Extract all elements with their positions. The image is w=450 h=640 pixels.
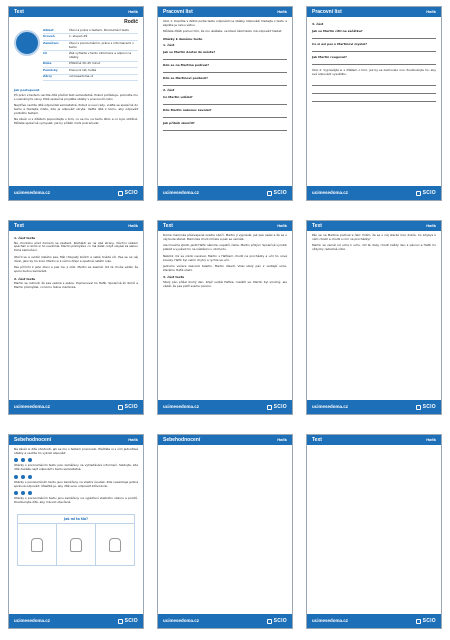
meta-value: Žák vyhledá v textu informace a odpoví na otázky (69, 51, 132, 59)
meta-table (43, 28, 138, 81)
answer-line[interactable] (163, 99, 287, 105)
dot-icon (28, 491, 32, 495)
scio-mark-icon (267, 191, 272, 196)
page-header (9, 435, 143, 445)
paragraph: Pes přičichl k jeho dlani a pak mu ji olízl. Martin se zasmál. Od té chvíle věděl, že spolu budou kamarádi. (14, 265, 138, 274)
scio-logo (416, 404, 436, 411)
section-heading: Otázky k danému textu (163, 36, 203, 41)
hand-icon (31, 538, 43, 552)
meta-key: Oblast (43, 27, 54, 32)
scio-mark-icon (267, 619, 272, 624)
dot-icon (21, 458, 25, 462)
meta-key: Doba (43, 61, 52, 66)
answer-line[interactable] (312, 59, 436, 65)
question: Jak Martin reagoval? (312, 55, 347, 60)
header-label: Sebehodnocení (163, 436, 201, 443)
paragraph: Na závěr si s dítětem popovídejte o tom, co se mu na textu líbilo a co bylo obtížné. Můžete společně vymyslet, jak by příběh mohl pokračovat. (14, 117, 138, 126)
scio-logo-text: SCIO (124, 189, 138, 196)
scio-logo (416, 618, 436, 625)
header-title: Hafík (277, 223, 287, 229)
paragraph: Pán se na Martina podíval a řekl: Vidím, že se o něj staráš moc dobře. Co kdybys k nám chodil a chodil s ním na procházky? (312, 233, 436, 241)
rating-option[interactable] (96, 524, 134, 566)
page-footer (307, 400, 441, 414)
paragraph: Na závěr si dítě ohodnotí, jak se mu s textem pracovalo. Přečtěte si s ním jednotlivé otázky a nechte ho vybrat odpověď. (14, 447, 138, 455)
paragraph: Při práci s textem nechte dítě přečíst text samostatně. Pokud potřebuje, pomozte mu s neznámými slovy. Poté společně projděte otázky v pracovním listu. (14, 92, 138, 101)
dot-icon (14, 491, 18, 495)
scio-logo (267, 190, 287, 197)
answer-line[interactable] (163, 112, 287, 118)
meta-key: Úroveň (43, 34, 55, 39)
page-footer (158, 186, 292, 200)
meta-key: Zdroj (43, 74, 52, 79)
page-header (307, 435, 441, 445)
header-label: Text (312, 222, 322, 229)
hand-icon (109, 538, 121, 552)
meta-row (43, 75, 138, 82)
scio-mark-icon (267, 405, 272, 410)
site-link[interactable]: ucimesedoma.cz (312, 403, 349, 409)
paragraph: Martin se usmál od ucha k uchu. Od té doby chodil každý den k pánovi a Hafík ho vždycky radostně vítal. (312, 243, 436, 252)
meta-key: Zaměření (43, 40, 59, 45)
dot-icon (21, 491, 25, 495)
sub-heading: 1. část textu (14, 236, 36, 240)
header-label: Text (312, 436, 322, 443)
site-link[interactable]: ucimesedoma.cz (163, 403, 200, 409)
scio-mark-icon (416, 405, 421, 410)
answer-line[interactable] (163, 125, 287, 131)
header-title: Hafík (426, 9, 436, 15)
question: Kdo Martin nakonec zavolal? (163, 108, 212, 113)
answer-line[interactable] (163, 54, 287, 60)
scio-logo-text: SCIO (273, 403, 287, 410)
scio-mark-icon (416, 619, 421, 624)
page-footer (307, 186, 441, 200)
meta-value: 1. stupeň ZŠ (69, 34, 88, 39)
scio-logo-text: SCIO (124, 617, 138, 624)
meta-value: Čtení s porozuměním, práce s informacemi v textu (69, 40, 134, 49)
answer-line[interactable] (312, 96, 436, 102)
dot-icon (21, 475, 25, 479)
page-footer (158, 400, 292, 414)
dot-icon (14, 475, 18, 479)
question: Co si asi pes o Martinovi myslel? (312, 42, 368, 47)
meta-key: Pomůcky (43, 67, 58, 72)
question: Jak se Martin dostal do města? (163, 49, 216, 54)
page-header (158, 221, 292, 231)
scio-logo-text: SCIO (273, 617, 287, 624)
dot-icon (28, 458, 32, 462)
paragraph: Starý pán přišel druhý den. Když uviděl Hafíka, rozzářil se. Martin byl smutný, ale věděl, že pes patří svému pánovi. (163, 279, 287, 288)
panel-title: Jak mi to šlo? (64, 516, 88, 521)
paragraph: Otázky s porozuměním textu jsou zaměřeny na vlastní úsudek. Zde neexistuje jediná správná odpověď, důležité je, aby dítě svou odpověď zdůvodnilo. (14, 479, 138, 488)
meta-row (43, 51, 138, 61)
scio-logo (118, 404, 138, 411)
meta-row (43, 41, 138, 51)
header-label: Sebehodnocení (14, 436, 52, 443)
page-3 (306, 6, 442, 201)
scio-logo (416, 190, 436, 197)
header-label: Text (14, 222, 24, 229)
paragraph: Martin se rozhodl, že psa vezme s sebou. Pojmenoval ho Hafík. Společně šli domů a Martin přemýšlel, co tomu řekne maminka. (14, 281, 138, 289)
header-title: Hafík (426, 437, 436, 443)
dog-logo-icon (14, 30, 40, 56)
answer-line[interactable] (312, 46, 436, 52)
paragraph: Úkol 1: Doplňte s dětmi podle textu odpovědi na otázky. Odpovědi hledejte v textu a zapište je celou větou. (163, 19, 287, 27)
paragraph: Otázky s porozuměním textu jsou zaměřeny na vyhledávání informací. Sledujte, zda dítě dokáže najít odpověď v textu samostatně. (14, 463, 138, 472)
header-title: Hafík (277, 437, 287, 443)
scio-logo-text: SCIO (124, 403, 138, 410)
page-header (9, 221, 143, 231)
answer-line[interactable] (312, 33, 436, 39)
info-card (9, 26, 143, 83)
header-label: Pracovní list (312, 8, 342, 15)
header-label: Text (14, 8, 24, 15)
page-header (307, 221, 441, 231)
scio-mark-icon (118, 405, 123, 410)
header-title: Hafík (277, 9, 287, 15)
meta-key: Cíl (43, 51, 48, 56)
paragraph: Otázky s porozuměním textu jsou zaměřeny na vyjádření vlastního názoru a pocitů. Povzbuzujte dítě, aby mluvilo otevřeně. (14, 496, 138, 504)
scio-logo-text: SCIO (273, 189, 287, 196)
answer-line[interactable] (312, 80, 436, 86)
meta-value: Přibližně 30–45 minut (69, 61, 101, 66)
page-header (307, 7, 441, 17)
scio-logo (267, 618, 287, 625)
meta-value: Pracovní list, tužka (69, 67, 97, 72)
self-assessment-panel (17, 514, 135, 566)
paragraph: Otočil se a uviděl malého psa. Měl chlupatý kožich a velké hnědé oči. Pes se na něj díval, jako by ho znal. Martin si k němu dřepl a opatrně natáhl ruku. (14, 254, 138, 263)
meta-value: Čtení a práce s textem, Porozumění textu (69, 27, 130, 32)
rating-icons (14, 475, 138, 479)
header-title: Hafík (426, 223, 436, 229)
header-title: Hafík (128, 223, 138, 229)
scio-mark-icon (118, 619, 123, 624)
answer-line[interactable] (312, 88, 436, 94)
paragraph: Několik dní se nikdo neozval. Martin s Hafíkem chodil na procházky a učil ho nové kousky. Hafík byl velmi chytrý a rychle se učil. (163, 253, 287, 262)
header-label: Text (163, 222, 173, 229)
question: Kdo se na Martina podíval? (163, 62, 209, 67)
hand-icon (70, 538, 82, 552)
scio-logo (118, 190, 138, 197)
site-link[interactable]: ucimesedoma.cz (14, 617, 51, 623)
paragraph: Můžete dítěti pomoci tím, že mu ukážete, ve které části textu má odpověď hledat. (163, 29, 283, 34)
paragraph: Nejdříve nechte dítě odpovídat samostatně. Pokud si neví rady, vraťte se společně do textu a hledejte místo, kde je odpověď ukryta. Veďte dítě k tomu, aby odpověď podložilo textem. (14, 103, 138, 115)
scio-mark-icon (118, 191, 123, 196)
sub-heading: 2. část (163, 88, 175, 92)
page-8 (157, 434, 293, 629)
scio-logo-text: SCIO (422, 189, 436, 196)
rating-option[interactable] (18, 524, 57, 566)
page-6 (306, 220, 442, 415)
answer-line[interactable] (163, 80, 287, 86)
paragraph: Na chodníku před domem se zastavil. Rozhlédl se na obě strany. Všichni někam spěchali a nikdo si ho nevšímal. Martin přemýšlel, co má dělat, když uslyšel za sebou tiché zakňučení. (14, 240, 138, 253)
page-5 (157, 220, 293, 415)
scio-mark-icon (416, 191, 421, 196)
section-heading: Jak postupovat (14, 88, 40, 93)
page-1 (8, 6, 144, 201)
question: Kdo se Martinovi postavil? (163, 75, 208, 80)
page-footer (9, 614, 143, 628)
question: Co Martin udělal? (163, 95, 193, 100)
sub-heading: 2. část textu (14, 276, 36, 281)
paragraph: Doma maminka překvapeně zvedla obočí. Martin jí vyprávěl, jak psa našel a že se o něj bude starat. Maminka chvíli mlčela a pak se usmála. (163, 233, 287, 241)
site-link[interactable]: ucimesedoma.cz (14, 189, 51, 195)
site-link[interactable]: ucimesedoma.cz (163, 189, 200, 195)
page-footer (9, 186, 143, 200)
meta-value: ucimesedoma.cz (69, 74, 94, 79)
page-footer (307, 614, 441, 628)
dot-icon (28, 475, 32, 479)
scio-logo (118, 618, 138, 625)
question: Jak se Martin cítil na začátku? (312, 29, 363, 34)
scio-logo (267, 404, 287, 411)
page-header (158, 7, 292, 17)
role-label: Rodič (124, 19, 138, 25)
scio-logo-text: SCIO (422, 617, 436, 624)
page-footer (158, 614, 292, 628)
paragraph: Jednoho večera zazvonil telefon. Martin zbledl. Volal starý pán z vedlejší ulice, kterému Hafík utekl. (163, 264, 287, 272)
answer-line[interactable] (163, 67, 287, 73)
rating-icons (14, 458, 138, 462)
task-text: Úkol 2: Vyprávějte si s dítětem o tom, jak by se zachovalo ono. Povzbuzujte ho, aby své odpovědi vysvětlilo. (312, 68, 436, 77)
sub-heading: 1. část (163, 42, 175, 47)
sub-heading: 3. část textu (163, 275, 185, 280)
paragraph: Ale musíme zjistit, jestli Hafík někomu nepatří, řekla. Martin přikývl. Společně vyrobili plakát a vyvěsili ho na nástěnku u obchodu. (163, 243, 287, 252)
page-footer (9, 400, 143, 414)
dot-icon (14, 458, 18, 462)
page-7 (8, 434, 144, 629)
site-link[interactable]: ucimesedoma.cz (312, 617, 349, 623)
page-2 (157, 6, 293, 201)
site-link[interactable]: ucimesedoma.cz (312, 189, 349, 195)
rating-option[interactable] (57, 524, 96, 566)
header-title: Hafík (128, 9, 138, 15)
sub-heading: 3. část (312, 22, 324, 26)
question: Jak příběh skončil? (163, 121, 195, 126)
page-4 (8, 220, 144, 415)
header-title: Hafík (128, 437, 138, 443)
page-header (158, 435, 292, 445)
scio-logo-text: SCIO (422, 403, 436, 410)
header-label: Pracovní list (163, 8, 193, 15)
page-header (9, 7, 143, 17)
site-link[interactable]: ucimesedoma.cz (14, 403, 51, 409)
site-link[interactable]: ucimesedoma.cz (163, 617, 200, 623)
rating-icons (14, 491, 138, 495)
page-9 (306, 434, 442, 629)
